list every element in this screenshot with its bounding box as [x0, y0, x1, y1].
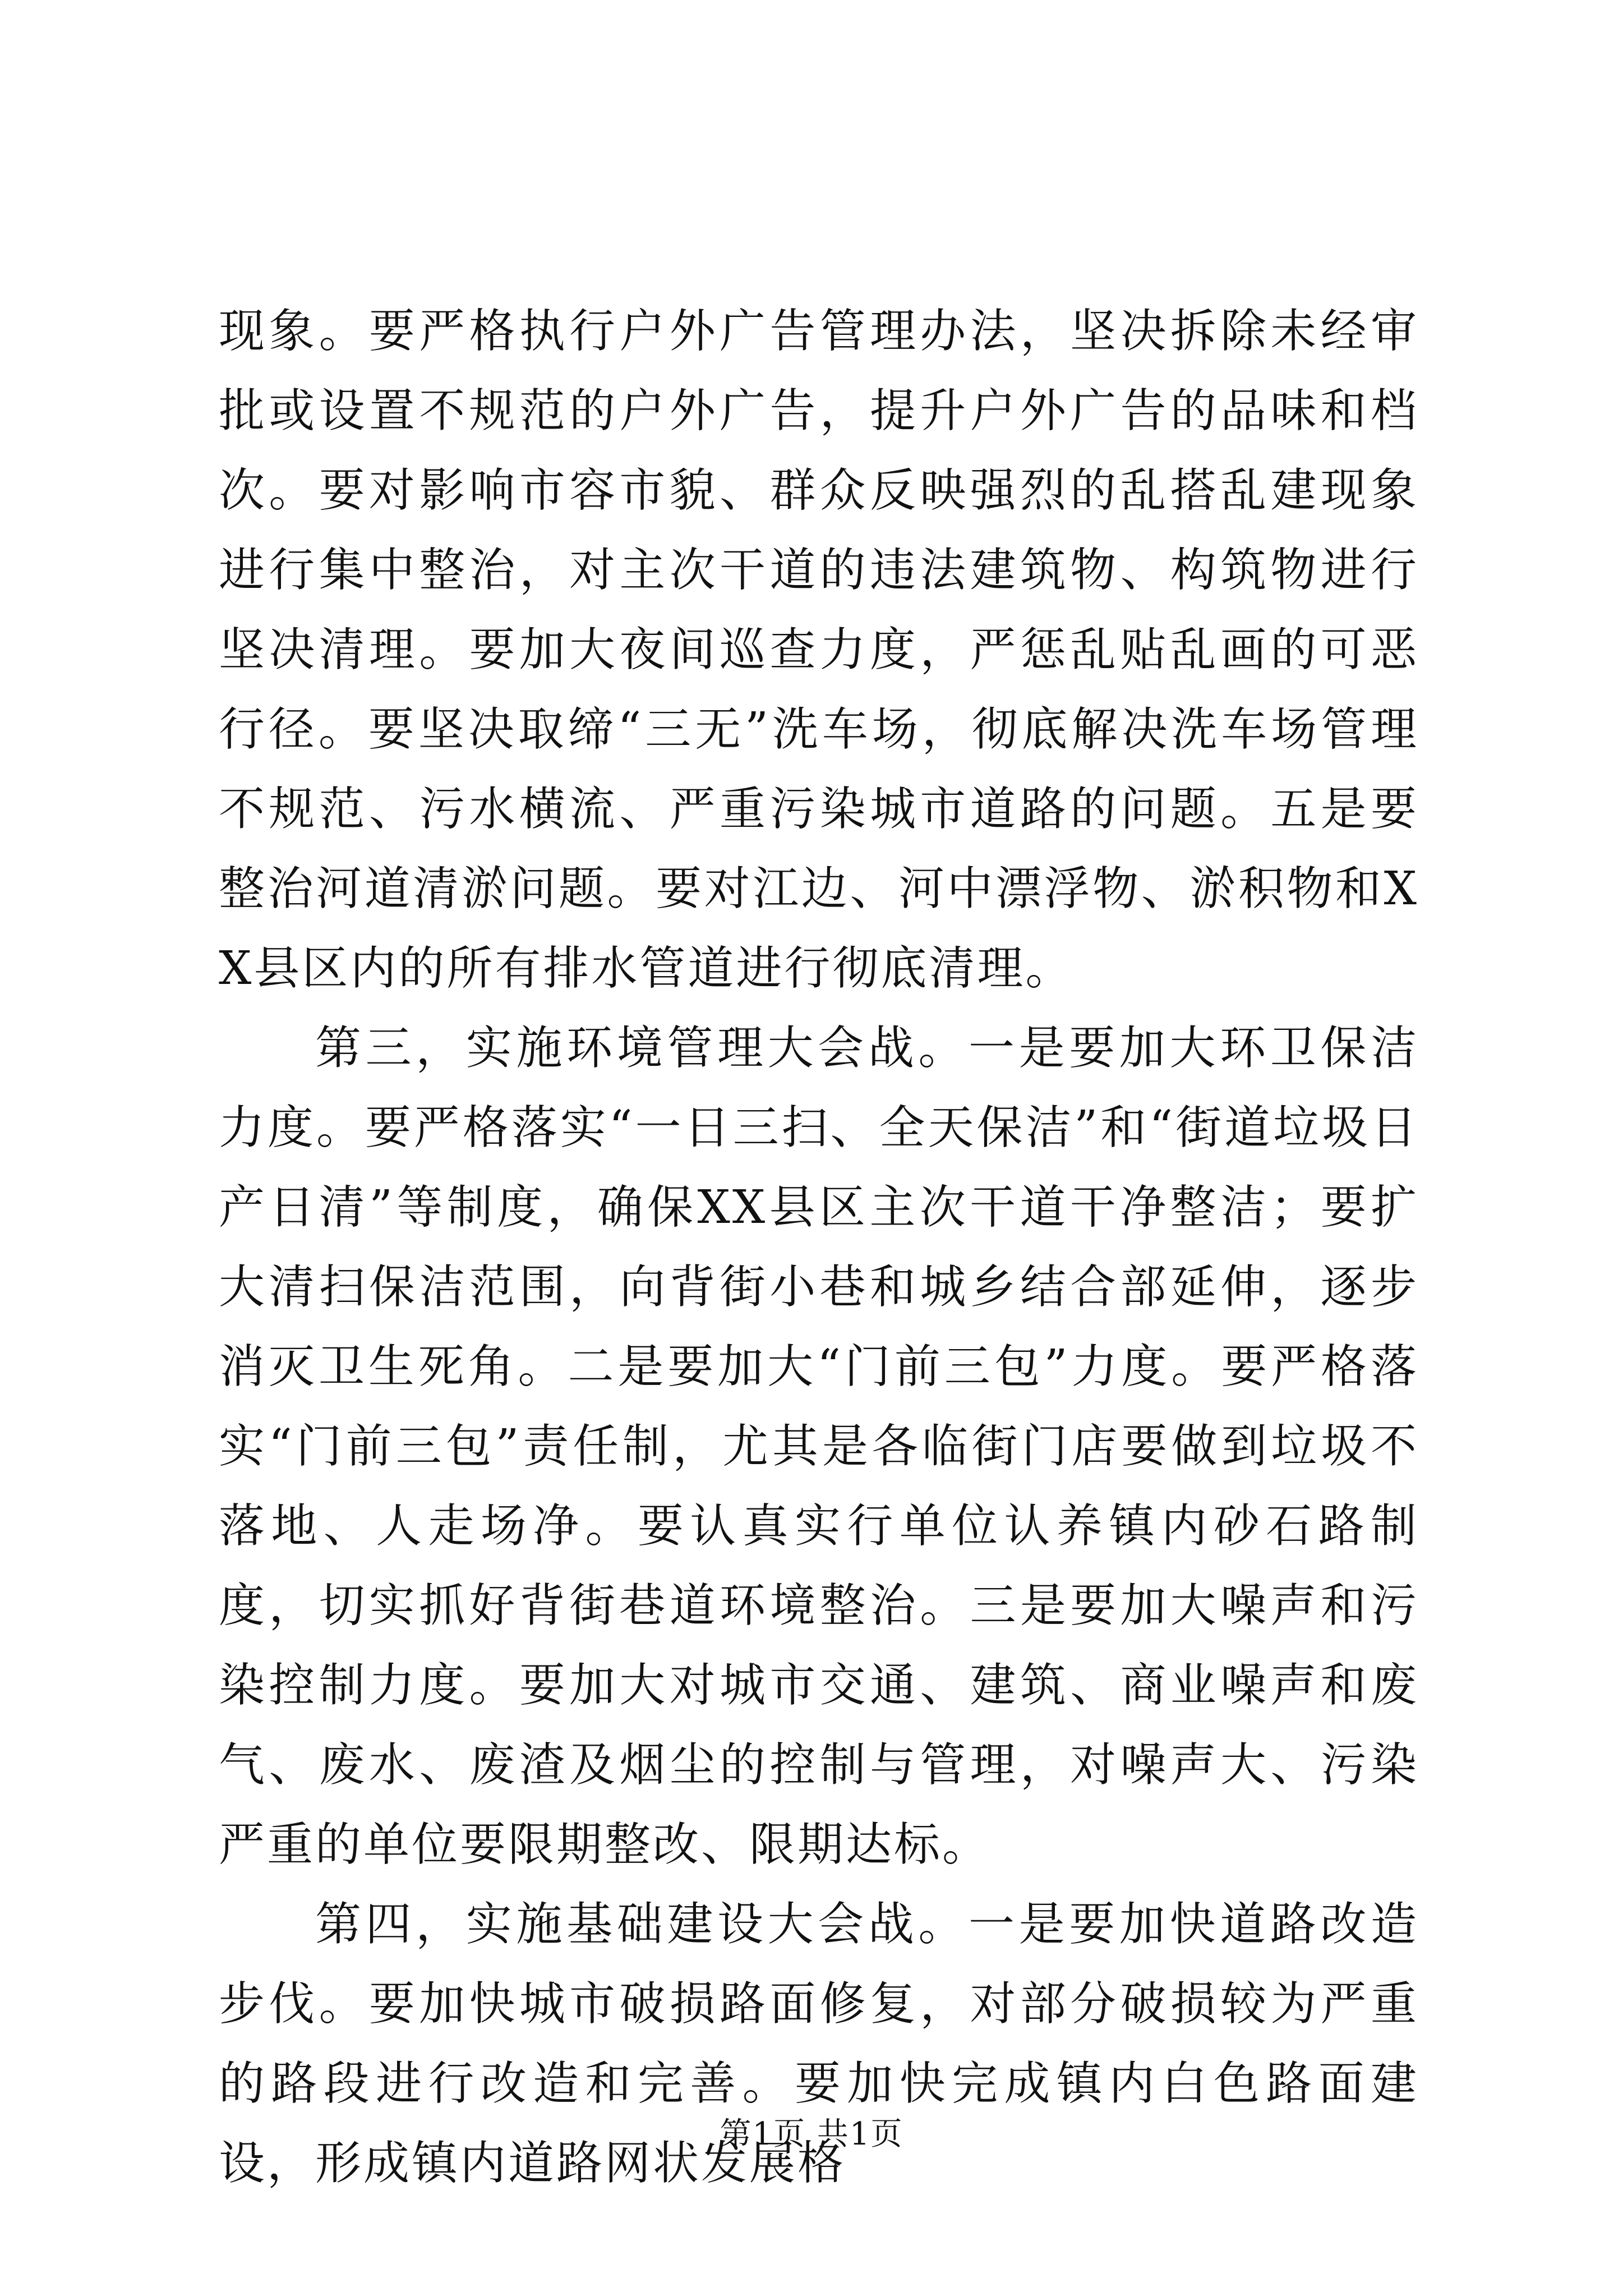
paragraph-section-four: 第四，实施基础建设大会战。一是要加快道路改造步伐。要加快城市破损路面修复，对部分破损较为严重的路段进行改造和完善。要加快完成镇内白色路面建设，形成镇内道路网状发展格 — [219, 1898, 1419, 2190]
paragraph-continuation: 现象。要严格执行户外广告管理办法，坚决拆除未经审批或设置不规范的户外广告，提升户外广告的品味和档次。要对影响市容市貌、群众反映强烈的乱搭乱建现象进行集中整治，对主次干道的违法建筑物、构筑物进行坚决清理。要加大夜间巡查力度，严惩乱贴乱画的可恶行径。要坚决取缔“三无”洗车场，彻底解决洗车场管理不规范、污水横流、严重污染城市道路的问题。五是要整治河道清淤问题。要对江边、河中漂浮物、淤积物和XX县区内的所有排水管道进行彻底清理。 — [219, 305, 1419, 995]
page-footer: 第1页 共1页 — [720, 2116, 903, 2152]
paragraph-section-three: 第三，实施环境管理大会战。一是要加大环卫保洁力度。要严格落实“一日三扫、全天保洁”和“街道垃圾日产日清”等制度，确保XX县区主次干道干净整洁；要扩大清扫保洁范围，向背街小巷和城乡结合部延伸，逐步消灭卫生死角。二是要加大“门前三包”力度。要严格落实“门前三包”责任制，尤其是各临街门店要做到垃圾不落地、人走场净。要认真实行单位认养镇内砂石路制度，切实抓好背街巷道环境整治。三是要加大噪声和污染控制力度。要加大对城市交通、建筑、商业噪声和废气、废水、废渣及烟尘的控制与管理，对噪声大、污染严重的单位要限期整改、限期达标。 — [219, 1022, 1419, 1871]
document-body — [219, 292, 1419, 2203]
